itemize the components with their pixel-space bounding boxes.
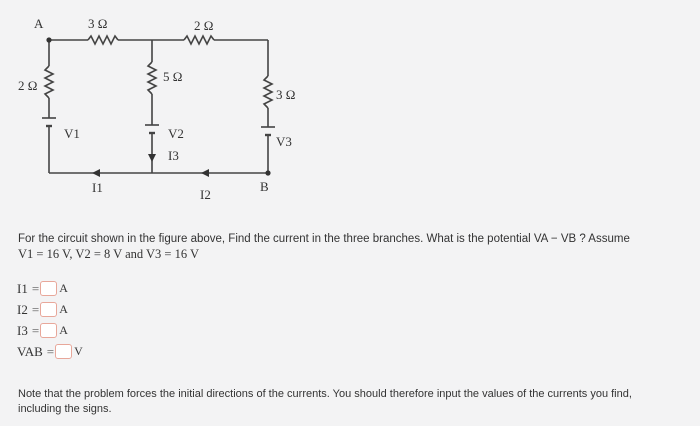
- vab-input[interactable]: [55, 344, 72, 359]
- answer-unit: A: [59, 323, 68, 337]
- i2-input[interactable]: [40, 302, 57, 317]
- r-right-label: 3 Ω: [276, 87, 296, 102]
- node-b-dot: [265, 170, 270, 175]
- r-top-right-label: 2 Ω: [194, 18, 214, 33]
- answer-row-i3: [17, 321, 83, 340]
- answer-unit: V: [74, 344, 83, 358]
- top-left-resistor-zigzag: [88, 36, 118, 44]
- right-resistor-zigzag: [264, 76, 272, 108]
- middle-resistor-zigzag: [148, 62, 156, 94]
- question-sentence: For the circuit shown in the figure above, Find the current in the three branches. What is the potential VA − VB ? Assume: [18, 233, 630, 245]
- equals-sign: =: [31, 301, 40, 317]
- i1-arrow-icon: [92, 169, 100, 177]
- answer-row-vab: [17, 342, 83, 361]
- answer-label: VAB: [17, 343, 43, 359]
- i1-label: I1: [92, 180, 103, 195]
- equals-sign: =: [46, 343, 55, 359]
- answer-row-i1: [17, 279, 83, 298]
- equals-sign: =: [31, 280, 40, 296]
- answer-row-i2: [17, 300, 83, 319]
- answer-label: I3: [17, 322, 28, 338]
- r-top-left-label: 3 Ω: [88, 16, 108, 31]
- i3-input[interactable]: [40, 323, 57, 338]
- node-a-label: A: [34, 16, 44, 31]
- v1-label: V1: [64, 126, 80, 141]
- answer-label: I1: [17, 280, 28, 296]
- i3-label: I3: [168, 148, 179, 163]
- v2-label: V2: [168, 126, 184, 141]
- question-values: V1 = 16 V, V2 = 8 V and V3 = 16 V: [18, 247, 200, 261]
- answer-unit: A: [59, 302, 68, 316]
- question-text: [18, 232, 688, 262]
- node-a-dot: [46, 37, 51, 42]
- i3-arrow-icon: [148, 154, 156, 162]
- answer-label: I2: [17, 301, 28, 317]
- note-text: Note that the problem forces the initial directions of the currents. You should therefore input the values of the currents you find, including the signs.: [18, 388, 632, 415]
- r-left-label: 2 Ω: [18, 78, 38, 93]
- answer-fields: [17, 279, 83, 363]
- circuit-diagram: [0, 0, 310, 215]
- i1-input[interactable]: [40, 281, 57, 296]
- top-right-resistor-zigzag: [184, 36, 214, 44]
- node-b-label: B: [260, 179, 269, 194]
- r-middle-label: 5 Ω: [163, 69, 183, 84]
- i2-arrow-icon: [201, 169, 209, 177]
- answer-unit: A: [59, 281, 68, 295]
- equals-sign: =: [31, 322, 40, 338]
- v3-label: V3: [276, 134, 292, 149]
- i2-label: I2: [200, 187, 211, 202]
- left-resistor-zigzag: [45, 66, 53, 98]
